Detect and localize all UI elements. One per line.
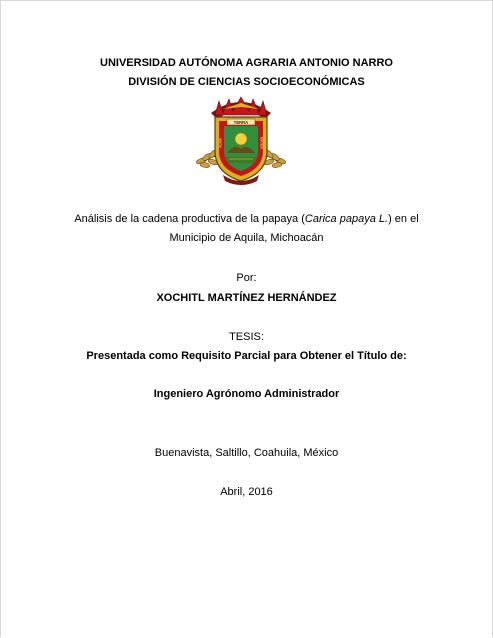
university-emblem	[193, 93, 289, 189]
svg-text:ALMA: ALMA	[218, 138, 223, 148]
thesis-type-label: TESIS:	[229, 331, 264, 343]
species-name: Carica papaya L.	[304, 213, 389, 225]
thesis-title-line1	[0, 213, 493, 226]
svg-text:TERRA: TERRA	[233, 119, 249, 125]
thesis-title-part: ) en el	[388, 213, 419, 225]
author-name: XOCHITL MARTÍNEZ HERNÁNDEZ	[156, 292, 337, 304]
thesis-title-line2: Municipio de Aquila, Michoacán	[169, 232, 324, 244]
crest-icon	[211, 97, 271, 119]
division-name: DIVISIÓN DE CIENCIAS SOCIOECONÓMICAS	[128, 76, 365, 88]
date: Abril, 2016	[220, 486, 273, 498]
university-name: UNIVERSIDAD AUTÓNOMA AGRARIA ANTONIO NARRO	[100, 57, 393, 69]
degree-name: Ingeniero Agrónomo Administrador	[153, 388, 340, 400]
by-label: Por:	[236, 272, 257, 284]
svg-text:MATER: MATER	[259, 136, 264, 150]
thesis-title-part: Análisis de la cadena productiva de la papaya (	[74, 213, 305, 225]
place: Buenavista, Saltillo, Coahuila, México	[154, 447, 339, 459]
requirement-statement: Presentada como Requisito Parcial para Obtener el Título de:	[86, 350, 407, 362]
